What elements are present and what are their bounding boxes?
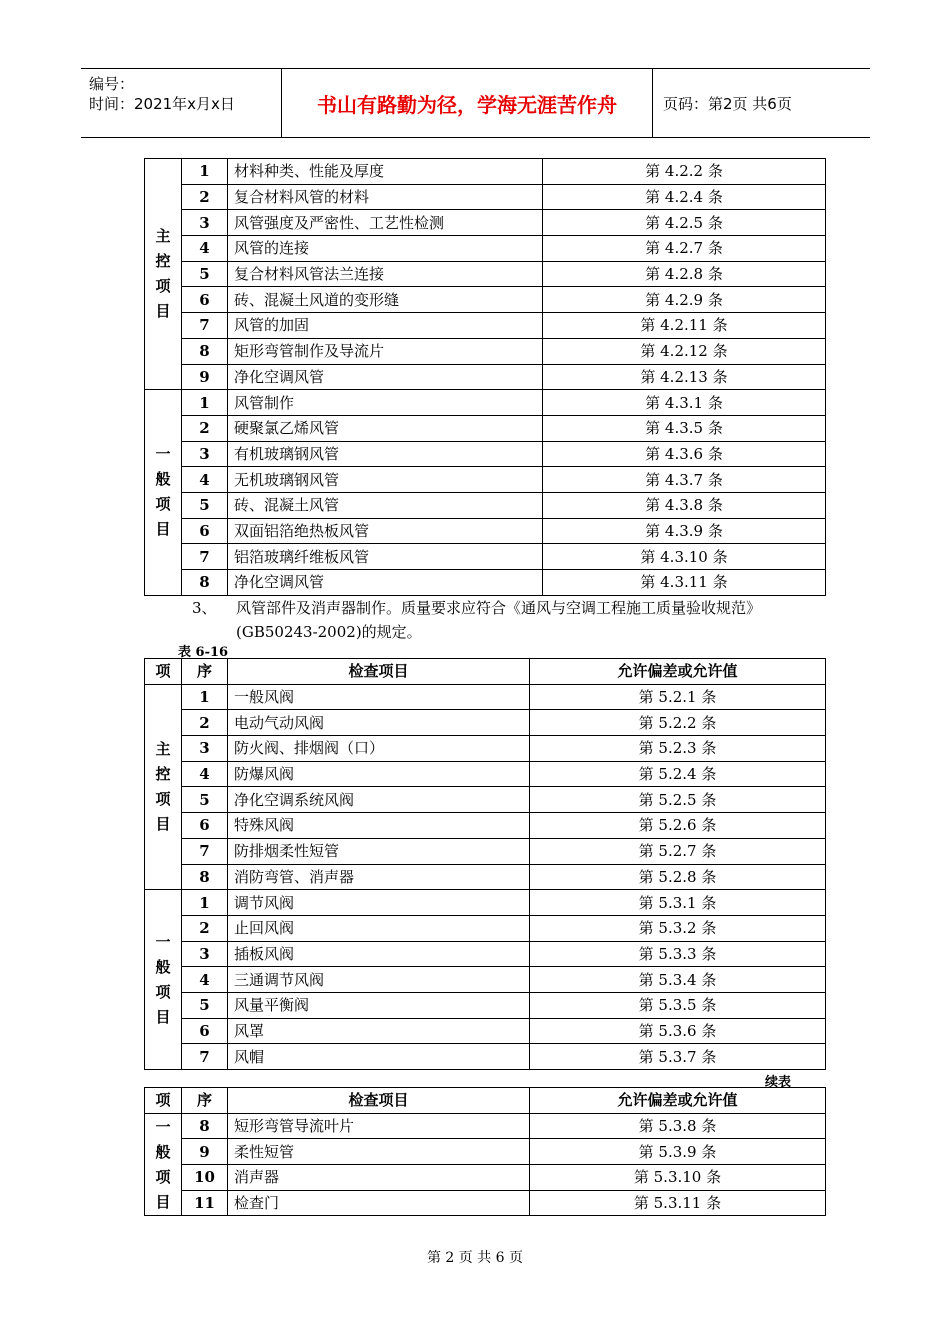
item-cell: 风量平衡阀	[228, 992, 530, 1018]
ref-cell: 第 5.2.7 条	[530, 838, 826, 864]
table-row	[145, 210, 826, 236]
item-cell: 砖、混凝土风管	[228, 492, 543, 518]
table-row	[145, 159, 826, 185]
header-tolerance: 允许偏差或允许值	[530, 1088, 826, 1114]
table-row	[145, 1190, 826, 1216]
ref-cell: 第 5.3.4 条	[530, 967, 826, 993]
seq-cell: 1	[182, 890, 228, 916]
ref-cell: 第 5.3.6 条	[530, 1018, 826, 1044]
ref-cell: 第 4.3.10 条	[543, 544, 826, 570]
page-header	[81, 68, 870, 138]
seq-cell: 4	[182, 967, 228, 993]
item-cell: 一般风阀	[228, 684, 530, 710]
seq-cell: 1	[182, 159, 228, 185]
table-row	[145, 1044, 826, 1070]
header-check-item: 检查项目	[228, 659, 530, 685]
category-cell	[145, 390, 182, 596]
seq-cell: 4	[182, 761, 228, 787]
table-row	[145, 467, 826, 493]
category-char: 目	[155, 1192, 171, 1211]
table-row	[145, 941, 826, 967]
ref-cell: 第 4.3.9 条	[543, 518, 826, 544]
category-cell	[145, 684, 182, 890]
ref-cell: 第 5.3.9 条	[530, 1139, 826, 1165]
item-cell: 短形弯管导流叶片	[228, 1113, 530, 1139]
seq-cell: 2	[182, 415, 228, 441]
table-header-row	[145, 1088, 826, 1114]
category-char: 项	[155, 789, 171, 808]
seq-cell: 3	[182, 441, 228, 467]
item-cell: 矩形弯管制作及导流片	[228, 338, 543, 364]
ref-cell: 第 5.2.8 条	[530, 864, 826, 890]
category-cell	[145, 890, 182, 1070]
table-row	[145, 441, 826, 467]
item-cell: 防火阀、排烟阀（口）	[228, 736, 530, 762]
table-row	[145, 338, 826, 364]
seq-cell: 6	[182, 518, 228, 544]
header-page-number: 页码：第2页 共6页	[663, 94, 792, 113]
duct-parts-table	[144, 658, 826, 1070]
header-seq: 序	[182, 1088, 228, 1114]
ref-cell: 第 4.2.2 条	[543, 159, 826, 185]
table-row	[145, 710, 826, 736]
item-cell: 插板风阀	[228, 941, 530, 967]
seq-cell: 8	[182, 338, 228, 364]
paragraph-text: 风管部件及消声器制作。质量要求应符合《通风与空调工程施工质量验收规范》(GB50243-2002)的规定。	[236, 599, 762, 641]
seq-cell: 5	[182, 492, 228, 518]
ref-cell: 第 4.2.13 条	[543, 364, 826, 390]
ref-cell: 第 5.3.3 条	[530, 941, 826, 967]
item-cell: 风管的加固	[228, 313, 543, 339]
item-cell: 柔性短管	[228, 1139, 530, 1165]
duct-production-table	[144, 158, 826, 596]
header-seq: 序	[182, 659, 228, 685]
item-cell: 风管的连接	[228, 236, 543, 262]
ref-cell: 第 5.3.8 条	[530, 1113, 826, 1139]
item-cell: 风管制作	[228, 390, 543, 416]
table-row	[145, 287, 826, 313]
category-char: 目	[155, 520, 171, 539]
category-char: 目	[155, 1007, 171, 1026]
table-row	[145, 390, 826, 416]
category-char: 控	[155, 764, 171, 783]
seq-cell: 5	[182, 992, 228, 1018]
item-cell: 检查门	[228, 1190, 530, 1216]
ref-cell: 第 4.2.5 条	[543, 210, 826, 236]
duct-parts-table-continued	[144, 1087, 826, 1216]
category-char: 目	[155, 814, 171, 833]
category-char: 主	[155, 227, 171, 246]
table-row	[145, 864, 826, 890]
seq-cell: 8	[182, 864, 228, 890]
ref-cell: 第 5.2.1 条	[530, 684, 826, 710]
ref-cell: 第 4.3.5 条	[543, 415, 826, 441]
ref-cell: 第 5.2.3 条	[530, 736, 826, 762]
header-check-item: 检查项目	[228, 1088, 530, 1114]
table-row	[145, 313, 826, 339]
table-row	[145, 364, 826, 390]
seq-cell: 8	[182, 1113, 228, 1139]
category-char: 一	[155, 932, 171, 951]
seq-cell: 7	[182, 544, 228, 570]
table-row	[145, 492, 826, 518]
seq-cell: 1	[182, 684, 228, 710]
ref-cell: 第 4.2.11 条	[543, 313, 826, 339]
table-row	[145, 261, 826, 287]
seq-cell: 7	[182, 313, 228, 339]
table-row	[145, 992, 826, 1018]
item-cell: 复合材料风管的材料	[228, 184, 543, 210]
item-cell: 复合材料风管法兰连接	[228, 261, 543, 287]
header-category: 项	[145, 1088, 182, 1114]
item-cell: 双面铝箔绝热板风管	[228, 518, 543, 544]
item-cell: 风管强度及严密性、工艺性检测	[228, 210, 543, 236]
item-cell: 止回风阀	[228, 915, 530, 941]
ref-cell: 第 4.2.4 条	[543, 184, 826, 210]
item-cell: 净化空调系统风阀	[228, 787, 530, 813]
seq-cell: 3	[182, 210, 228, 236]
item-cell: 砖、混凝土风道的变形缝	[228, 287, 543, 313]
category-char: 般	[155, 470, 171, 489]
category-char: 项	[155, 1167, 171, 1186]
table-row	[145, 838, 826, 864]
seq-cell: 8	[182, 570, 228, 596]
seq-cell: 7	[182, 838, 228, 864]
table-row	[145, 236, 826, 262]
seq-cell: 6	[182, 1018, 228, 1044]
ref-cell: 第 5.3.10 条	[530, 1165, 826, 1191]
seq-cell: 11	[182, 1190, 228, 1216]
ref-cell: 第 5.2.4 条	[530, 761, 826, 787]
table-row	[145, 915, 826, 941]
table-row	[145, 1113, 826, 1139]
table-header-row	[145, 659, 826, 685]
table-row	[145, 890, 826, 916]
category-char: 一	[155, 1117, 171, 1136]
seq-cell: 9	[182, 1139, 228, 1165]
table-row	[145, 1165, 826, 1191]
seq-cell: 2	[182, 184, 228, 210]
item-cell: 净化空调风管	[228, 364, 543, 390]
seq-cell: 6	[182, 287, 228, 313]
table-row	[145, 570, 826, 596]
ref-cell: 第 5.3.5 条	[530, 992, 826, 1018]
category-char: 项	[155, 277, 171, 296]
item-cell: 电动气动风阀	[228, 710, 530, 736]
seq-cell: 1	[182, 390, 228, 416]
table-row	[145, 1139, 826, 1165]
item-cell: 净化空调风管	[228, 570, 543, 596]
paragraph-number: 3、	[192, 599, 217, 617]
number-label: 编号：	[89, 75, 135, 93]
item-cell: 防排烟柔性短管	[228, 838, 530, 864]
item-cell: 消防弯管、消声器	[228, 864, 530, 890]
ref-cell: 第 4.2.8 条	[543, 261, 826, 287]
category-char: 般	[155, 957, 171, 976]
page-footer: 第 2 页 共 6 页	[426, 1250, 524, 1266]
item-cell: 消声器	[228, 1165, 530, 1191]
category-cell	[145, 159, 182, 390]
seq-cell: 7	[182, 1044, 228, 1070]
ref-cell: 第 4.2.12 条	[543, 338, 826, 364]
table-number: 表 6-16	[178, 645, 229, 660]
item-cell: 特殊风阀	[228, 813, 530, 839]
table-row	[145, 813, 826, 839]
item-cell: 材料种类、性能及厚度	[228, 159, 543, 185]
seq-cell: 5	[182, 261, 228, 287]
seq-cell: 5	[182, 787, 228, 813]
item-cell: 三通调节风阀	[228, 967, 530, 993]
header-tolerance: 允许偏差或允许值	[530, 659, 826, 685]
ref-cell: 第 5.3.1 条	[530, 890, 826, 916]
table-row	[145, 544, 826, 570]
item-cell: 有机玻璃钢风管	[228, 441, 543, 467]
seq-cell: 9	[182, 364, 228, 390]
ref-cell: 第 5.2.2 条	[530, 710, 826, 736]
seq-cell: 4	[182, 236, 228, 262]
category-char: 般	[155, 1142, 171, 1161]
ref-cell: 第 4.2.9 条	[543, 287, 826, 313]
header-category: 项	[145, 659, 182, 685]
table-row	[145, 1018, 826, 1044]
header-motto: 书山有路勤为径，学海无涯苦作舟	[282, 69, 653, 137]
header-meta	[81, 69, 282, 137]
table-row	[145, 761, 826, 787]
date-label: 时间：2021年x月x日	[89, 95, 235, 113]
ref-cell: 第 4.3.6 条	[543, 441, 826, 467]
table-row	[145, 415, 826, 441]
category-cell	[145, 1113, 182, 1216]
category-char: 控	[155, 252, 171, 271]
item-cell: 无机玻璃钢风管	[228, 467, 543, 493]
seq-cell: 3	[182, 736, 228, 762]
category-char: 项	[155, 495, 171, 514]
seq-cell: 2	[182, 710, 228, 736]
item-cell: 硬聚氯乙烯风管	[228, 415, 543, 441]
category-char: 一	[155, 445, 171, 464]
table-row	[145, 736, 826, 762]
table-row	[145, 787, 826, 813]
category-char: 目	[155, 302, 171, 321]
category-char: 项	[155, 982, 171, 1001]
seq-cell: 4	[182, 467, 228, 493]
item-cell: 风罩	[228, 1018, 530, 1044]
seq-cell: 6	[182, 813, 228, 839]
item-cell: 防爆风阀	[228, 761, 530, 787]
ref-cell: 第 4.3.11 条	[543, 570, 826, 596]
table-row	[145, 184, 826, 210]
seq-cell: 10	[182, 1165, 228, 1191]
item-cell: 铝箔玻璃纤维板风管	[228, 544, 543, 570]
seq-cell: 3	[182, 941, 228, 967]
seq-cell: 2	[182, 915, 228, 941]
ref-cell: 第 4.2.7 条	[543, 236, 826, 262]
ref-cell: 第 5.3.2 条	[530, 915, 826, 941]
table-row	[145, 967, 826, 993]
table-row	[145, 684, 826, 710]
ref-cell: 第 4.3.1 条	[543, 390, 826, 416]
continued-label: 续表	[765, 1075, 792, 1090]
ref-cell: 第 4.3.7 条	[543, 467, 826, 493]
table-row	[145, 518, 826, 544]
ref-cell: 第 4.3.8 条	[543, 492, 826, 518]
ref-cell: 第 5.3.11 条	[530, 1190, 826, 1216]
ref-cell: 第 5.2.6 条	[530, 813, 826, 839]
item-cell: 风帽	[228, 1044, 530, 1070]
ref-cell: 第 5.3.7 条	[530, 1044, 826, 1070]
item-cell: 调节风阀	[228, 890, 530, 916]
ref-cell: 第 5.2.5 条	[530, 787, 826, 813]
category-char: 主	[155, 739, 171, 758]
